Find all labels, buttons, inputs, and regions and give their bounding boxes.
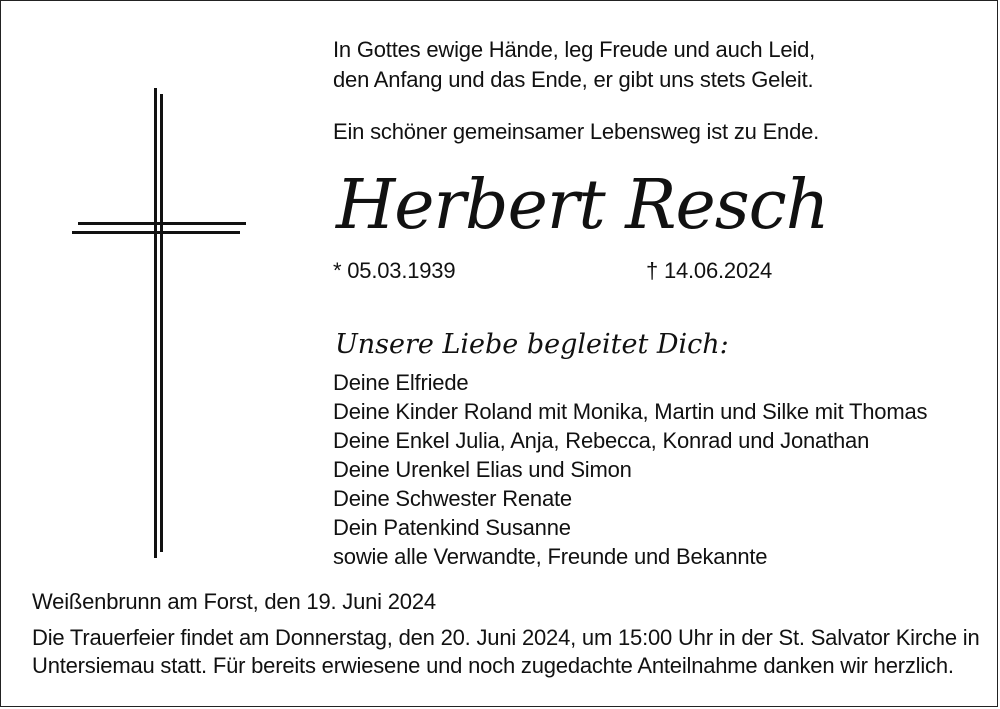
list-item: Deine Schwester Renate (333, 486, 572, 511)
place-date: Weißenbrunn am Forst, den 19. Juni 2024 (32, 589, 436, 614)
notice-line: Die Trauerfeier findet am Donnerstag, den 20. Juni 2024, um 15:00 Uhr in der St. Salvator Kirche in (32, 625, 980, 650)
list-item: Dein Patenkind Susanne (333, 515, 571, 540)
cross-icon (70, 88, 250, 558)
deceased-name: Herbert Resch (336, 166, 829, 245)
poem (333, 35, 933, 95)
farewell-text: Ein schöner gemeinsamer Lebensweg ist zu Ende. (333, 119, 820, 144)
poem-line: In Gottes ewige Hände, leg Freude und auch Leid, (333, 37, 816, 62)
birth-date: * 05.03.1939 (333, 258, 456, 283)
poem-line: den Anfang und das Ende, er gibt uns stets Geleit. (333, 67, 814, 92)
mourners-heading: Unsere Liebe begleitet Dich: (335, 329, 729, 360)
funeral-notice (32, 624, 982, 680)
death-date: † 14.06.2024 (646, 258, 773, 283)
list-item: Deine Urenkel Elias und Simon (333, 457, 632, 482)
mourners-list (333, 368, 927, 571)
list-item: sowie alle Verwandte, Freunde und Bekannte (333, 544, 768, 569)
notice-line: Untersiemau statt. Für bereits erwiesene und noch zugedachte Anteilnahme danken wir herzlich. (32, 653, 954, 678)
list-item: Deine Kinder Roland mit Monika, Martin und Silke mit Thomas (333, 399, 928, 424)
list-item: Deine Enkel Julia, Anja, Rebecca, Konrad und Jonathan (333, 428, 870, 453)
list-item: Deine Elfriede (333, 370, 469, 395)
